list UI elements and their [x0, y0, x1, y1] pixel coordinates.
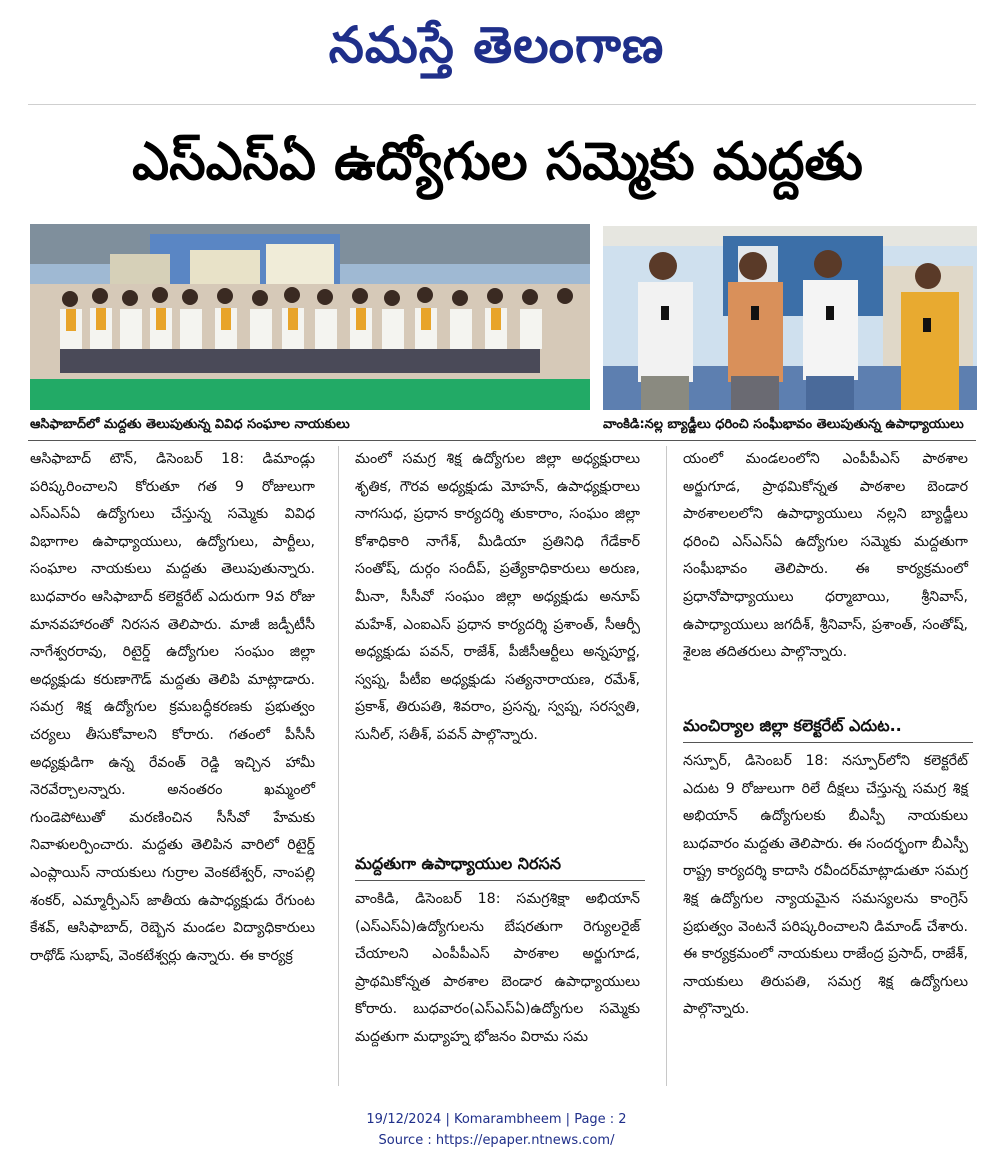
subheading-mancherial-collectorate: మంచిర్యాల జిల్లా కలెక్టరేట్ ఎదుట.. [683, 716, 902, 735]
article-column-3 [683, 446, 968, 667]
photo-caption-asifabad: ఆసిఫాబాద్‌లో మద్దతు తెలుపుతున్న వివిధ సంఘాల నాయకులు [30, 417, 350, 432]
article-body-text: ఆసిఫాబాద్ టౌన్, డిసెంబర్ 18: డిమాండ్లు పరిష్కరించాలని కోరుతూ గత 9 రోజులుగా ఎస్ఎస్ఏ ఉద్యోగులు చేస్తున్న సమ్మెకు వివిధ విభాగాల ఉపాధ్యాయులు, ఉద్యోగులు, పార్టీలు, సంఘాల నాయకులు మద్దతు తెలుపుతున్నారు. బుధవారం ఆసిఫాబాద్ కలెక్టరేట్ ఎదురుగా 9వ రోజు మానవహారంతో నిరసన తెలిపారు. మాజీ జడ్పీటీసీ నాగేశ్వరరావు, రిటైర్డ్ ఉద్యోగుల సంఘం జిల్లా అధ్యక్షుడు కరుణాగౌడ్ మద్దతు తెలిపి మాట్లాడారు. సమగ్ర శిక్ష ఉద్యోగుల క్రమబద్ధీకరణకు ప్రభుత్వం చర్యలు తీసుకోవాలని కోరారు. గతంలో పీసీసీ అధ్యక్షుడిగా ఉన్న రేవంత్ రెడ్డి ఇచ్చిన హామీ నెరవేర్చాలన్నారు. అనంతరం ఖమ్మంలో గుండెపోటుతో మరణించిన సీసీవో హేమకు నివాళులర్పించారు. మద్దతు తెలిపిన వారిలో రిటైర్డ్ ఎంప్లాయిస్ నాయకులు గుర్రాల వెంకటేశ్వర్, నాంపల్లి శంకర్, ఎమ్మార్పీఎస్ జాతీయ ఉపాధ్యక్షుడు రేగుంట కేశవ్, ఆసిఫాబాద్, రెబ్బెన మండల విద్యాధికారులు రాథోడ్ సుభాష్, వెంకటేశ్వర్లు ఉన్నారు. ఈ కార్యక్ర [30, 451, 315, 964]
subheading-teachers-protest: మద్దతుగా ఉపాధ్యాయుల నిరసన [355, 854, 561, 873]
protest-photo [30, 224, 590, 410]
article-body-text: మంలో సమగ్ర శిక్ష ఉద్యోగుల జిల్లా అధ్యక్షురాలు శృతిక, గౌరవ అధ్యక్షుడు మోహన్, ఉపాధ్యక్షురాలు నాగసుధ, ప్రధాన కార్యదర్శి తుకారాం, సంఘం జిల్లా కోశాధికారి నాగేశ్, మీడియా ప్రతినిధి గేడేకార్ సంతోష్, దుర్గం సందీప్, ప్రత్యేకాధికారులు అరుణ, మీనా, సీసీవో సంఘం జిల్లా అధ్యక్షుడు అనూప్ మహేశ్, ఎంఐఎస్ ప్రధాన కార్యదర్శి ప్రశాంత్, సీఆర్పీ అధ్యక్షుడు పవన్, రాజేశ్, పీజీసీఆర్టీలు అన్నపూర్ణ, స్వప్న, పీటీఐ అధ్యక్షుడు సత్యనారాయణ, రమేశ్, ప్రకాశ్, తిరుపతి, శివరాం, ప్రసన్న, స్వప్న, సరస్వతి, సునీల్, సతీశ్, పవన్ పాల్గొన్నారు. [355, 451, 640, 743]
article-column-3b [683, 748, 968, 1024]
article-body-text: వాంకిడి, డిసెంబర్ 18: సమగ్రశిక్షా అభియాన్ (ఎస్ఎస్ఏ)ఉద్యోగులను బేషరతుగా రెగ్యులరైజ్ చేయాలని ఎంపీపీఎస్ పాఠశాల అర్జుగూడ, ప్రాథమికోన్నత పాఠశాల బెండార ఉపాధ్యాయులు కోరారు. బుధవారం(ఎస్ఎస్ఏ)ఉద్యోగుల సమ్మెకు మద్దతుగా మధ్యాహ్న భోజనం విరామ సమ [355, 891, 640, 1045]
subheading-divider [683, 742, 973, 743]
article-column-2b [355, 886, 640, 1052]
column-divider [666, 446, 667, 1086]
masthead-divider [28, 104, 976, 105]
teachers-photo [603, 226, 977, 410]
article-headline: ఎస్ఎస్ఏ ఉద్యోగుల సమ్మెకు మద్దతు [132, 132, 863, 192]
article-body-text: యంలో మండలంలోని ఎంపీపీఎస్ పాఠశాల అర్జుగూడ, ప్రాథమికోన్నత పాఠశాల బెండార పాఠశాలలలోని ఉపాధ్యాయులు నల్లని బ్యాడ్జీలు ధరించి ఎస్ఎస్ఏ ఉద్యోగుల సమ్మెకు మద్దతుగా సంఘీభావం తెలిపారు. ఈ కార్యక్రమంలో ప్రధానోపాధ్యాయులు ధర్మాబాయి, శ్రీనివాస్, ఉపాధ్యాయులు జగదీశ్, శ్రీనివాస్, ప్రశాంత్, సంతోష్, శైలజ తదితరులు పాల్గొన్నారు. [683, 451, 968, 661]
masthead-logo: నమస్తే తెలంగాణ [328, 16, 665, 74]
caption-divider [28, 440, 976, 441]
article-column-2 [355, 446, 640, 750]
footer-source-link[interactable]: Source : https://epaper.ntnews.com/ [378, 1133, 615, 1148]
subheading-divider [355, 880, 645, 881]
photo-caption-wankidi: వాంకిడి:నల్ల బ్యాడ్జీలు ధరించి సంఘీభావం తెలుపుతున్న ఉపాధ్యాయులు [603, 417, 964, 432]
article-column-1 [30, 446, 315, 970]
footer-edition-info: 19/12/2024 | Komarambheem | Page : 2 [366, 1112, 627, 1127]
article-body-text: నస్పూర్, డిసెంబర్ 18: నస్పూర్‌లోని కలెక్టరేట్ ఎదుట 9 రోజులుగా రిలే దీక్షలు చేస్తున్న సమగ్ర శిక్ష అభియాన్ ఉద్యోగులకు బీఎస్పీ నాయకులు బుధవారం మద్దతు తెలిపారు. ఈ సందర్భంగా బీఎస్పీ రాష్ట్ర కార్యదర్శి కాదాసి రవీందర్‌మాట్లాడుతూ సమగ్ర శిక్ష ఉద్యోగుల న్యాయమైన సమస్యలను కాంగ్రెస్ ప్రభుత్వం వెంటనే పరిష్కరించాలని డిమాండ్ చేశారు. ఈ కార్యక్రమంలో నాయకులు రాజేంద్ర ప్రసాద్, రాజేశ్, నాయకులు తిరుపతి, సమగ్ర శిక్ష ఉద్యోగులు పాల్గొన్నారు. [683, 753, 968, 1018]
column-divider [338, 446, 339, 1086]
